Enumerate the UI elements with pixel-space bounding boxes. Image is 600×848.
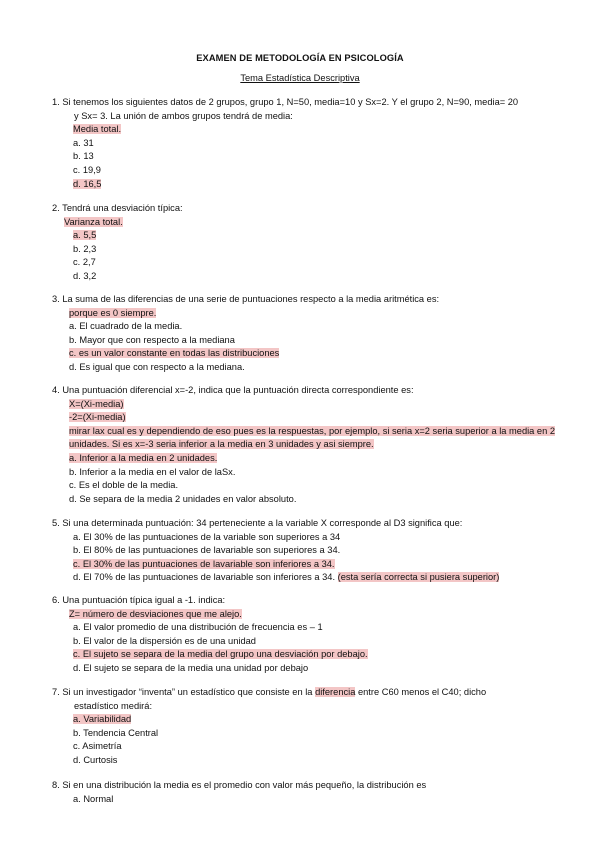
option-b: b. El 80% de las puntuaciones de lavariable son superiores a 34. <box>73 545 341 556</box>
question-stem: 6. Una puntuación típica igual a -1. indica: <box>52 595 226 605</box>
question-stem: 1. Si tenemos los siguientes datos de 2 grupos, grupo 1, N=50, media=10 y Sx=2. Y el grupo 2, N=90, media= 20 <box>52 97 519 107</box>
option-d-correct: d. 16,5 <box>73 178 102 189</box>
option-d: d. El 70% de las puntuaciones de lavariable son inferiores a 34. <box>73 572 336 583</box>
highlighted-word: diferencia <box>315 687 356 697</box>
option-c: c. Asimetría <box>73 741 122 752</box>
option-a: a. 31 <box>73 137 94 148</box>
option-c: c. 19,9 <box>73 164 101 175</box>
option-b: b. Tendencia Central <box>73 727 159 738</box>
question-7 <box>52 686 562 768</box>
option-a-correct: a. Inferior a la media en 2 unidades. <box>69 452 218 463</box>
exam-title: EXAMEN DE METODOLOGÍA EN PSICOLOGÍA <box>196 53 404 63</box>
option-c-correct: c. El sujeto se separa de la media del grupo una desviación por debajo. <box>73 649 368 660</box>
question-stem-continued: y Sx= 3. La unión de ambos grupos tendrá de media: <box>74 110 293 121</box>
question-8 <box>52 779 562 806</box>
option-a: a. El valor promedio de una distribución de frecuencia es – 1 <box>73 622 323 633</box>
option-d-note: (esta sería correcta si pusiera superior) <box>337 572 500 583</box>
question-stem: 5. Si una determinada puntuación: 34 perteneciente a la variable X corresponde al D3 significa que: <box>52 518 463 528</box>
option-b: b. 13 <box>73 151 94 162</box>
question-4 <box>52 384 562 506</box>
option-d: d. Curtosis <box>73 754 118 765</box>
option-b: b. Inferior a la media en el valor de laSx. <box>69 466 236 477</box>
option-a: a. El 30% de las puntuaciones de la variable son superiores a 34 <box>73 531 341 542</box>
option-d: d. Es igual que con respecto a la mediana. <box>69 361 245 372</box>
question-1 <box>52 96 562 191</box>
formula-note: X=(Xi-media) <box>69 398 124 409</box>
question-stem-continued: estadístico medirá: <box>74 700 153 711</box>
option-a: a. El cuadrado de la media. <box>69 321 183 332</box>
option-b: b. Mayor que con respecto a la mediana <box>69 334 235 345</box>
question-2 <box>52 202 562 284</box>
option-d: d. El sujeto se separa de la media una unidad por debajo <box>73 662 309 673</box>
option-a-correct: a. Variabilidad <box>73 714 132 725</box>
answer-note: Media total. <box>73 124 122 135</box>
question-5 <box>52 517 562 585</box>
answer-note: Z= número de desviaciones que me alejo. <box>69 608 242 619</box>
question-stem: 7. Si un investigador “inventa” un estadístico que consiste en la diferencia entre C60 menos el C40; dicho <box>52 687 487 697</box>
option-b: b. 2,3 <box>73 243 97 254</box>
option-d: d. 3,2 <box>73 270 97 281</box>
option-d: d. Se separa de la media 2 unidades en valor absoluto. <box>69 493 297 504</box>
question-stem: 4. Una puntuación diferencial x=-2, indica que la puntuación directa correspondiente es: <box>52 385 414 395</box>
answer-note: porque es 0 siempre. <box>69 307 157 318</box>
option-c-correct: c. es un valor constante en todas las distribuciones <box>69 348 280 359</box>
question-3 <box>52 293 562 375</box>
option-b: b. El valor de la dispersión es de una unidad <box>73 635 256 646</box>
question-6 <box>52 594 562 676</box>
answer-note: Varianza total. <box>64 216 123 227</box>
explanation-note: mirar lax cual es y dependiendo de eso pues es la respuestas, por ejemplo, si seria x=2 seria superior a la media en 2 unidades. Si es x=-3 seria inferior a la media en 3 unidades y asi siempre. <box>69 425 556 450</box>
option-c: c. Es el doble de la media. <box>69 480 179 491</box>
option-c-correct: c. El 30% de las puntuaciones de lavariable son inferiores a 34. <box>73 558 335 569</box>
question-stem: 8. Si en una distribución la media es el promedio con valor más pequeño, la distribución es <box>52 780 427 790</box>
option-a-correct: a. 5,5 <box>73 230 97 241</box>
option-c: c. 2,7 <box>73 257 96 268</box>
question-stem: 3. La suma de las diferencias de una serie de puntuaciones respecto a la media aritmética es: <box>52 294 440 304</box>
question-stem: 2. Tendrá una desviación típica: <box>52 203 183 213</box>
exam-subtitle: Tema Estadística Descriptiva <box>240 73 360 83</box>
option-a: a. Normal <box>73 793 114 804</box>
formula-note: -2=(Xi-media) <box>69 412 126 423</box>
